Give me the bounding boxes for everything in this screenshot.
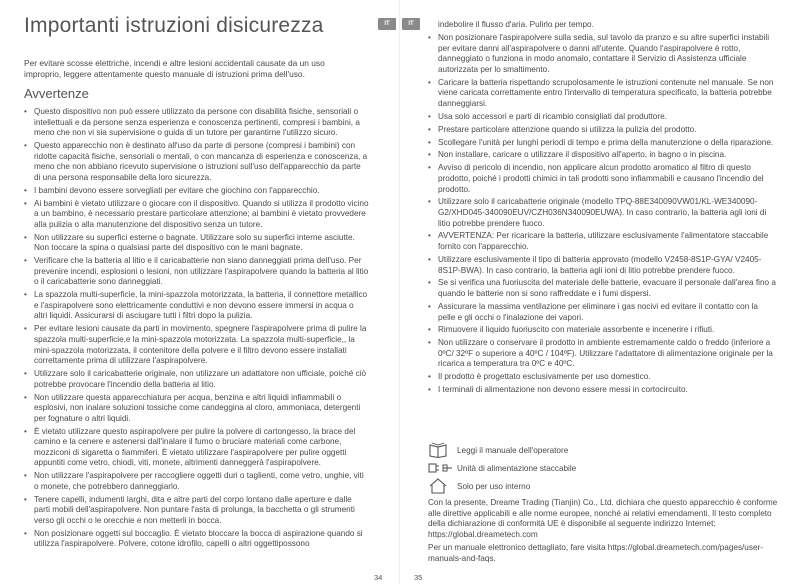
list-item: • Usa solo accessori e parti di ricambio consigliati dal produttore. [428,112,776,123]
list-item: • AVVERTENZA: Per ricaricare la batteria, utilizzare esclusivamente l'alimentatore staccabile fornito con l'apparecchio. [428,231,776,252]
legend-label: Solo per uso interno [457,482,531,491]
list-item: • Assicurare la massima ventilazione per eliminare i gas nocivi ed evitare il contatto con la pelle e gli occhi o l'inalazione dei vapori. [428,302,776,323]
symbols-legend [428,442,778,496]
list-item: • Prestare particolare attenzione quando si utilizza la pulizia del prodotto. [428,125,776,136]
page-number: 34 [374,573,383,582]
continuation-text: indebolire il flusso d'aria. Pulirlo per tempo. [438,20,594,29]
intro-paragraph: Per evitare scosse elettriche, incendi e altre lesioni accidentali causate da un uso improprio, leggere attentamente questo manuale di istruzioni prima dell'uso. [24,58,325,79]
list-item: • Scollegare l'unità per lunghi periodi di tempo e prima della manutenzione o della riparazione. [428,138,776,149]
page-number: 35 [414,573,423,582]
legend-label: Unità di alimentazione staccabile [457,464,577,473]
language-tab: IT [378,18,396,30]
list-item: • Ai bambini è vietato utilizzare o giocare con il dispositivo. Quando si utilizza il prodotto vicino a un bambino, è necessario prestare particolare attenzione; ai bambini è vietato provvedere alla pulizia o alla manutenzione del dispositivo senza un tutore. [24,199,369,231]
book-icon [428,442,448,458]
list-item: • Utilizzare esclusivamente il tipo di batteria approvato (modello V2458-8S1P-GYA/ V2405-8S1P-BWA). In caso contrario, la batteria agli ioni di litio potrebbe prendere fuoco. [428,255,776,276]
list-item: • Rimuovere il liquido fuoriuscito con materiale assorbente e incenerire i rifiuti. [428,325,776,336]
list-item: • Questo apparecchio non è destinato all'uso da parte di persone (compresi i bambini) con ridotte capacità fisiche, sensoriali o mentali, o con mancanza di esperienza e conoscenza, a meno che non abbiano ricevuto supervisione o istruzioni sull'uso dell'apparecchio da parte di una persona responsabile della loro sicurezza. [24,141,369,183]
list-item: • Questo dispositivo non può essere utilizzato da persone con disabilità fisiche, sensoriali o intellettuali e da persone senza esperienza e conoscenza pertinenti, compresi i bambini, a meno che non vi sia supervisione o guida di un tutore per garantirne l'utilizzo sicuro. [24,107,369,139]
list-item: • È vietato utilizzare questo aspirapolvere per pulire la polvere di cartongesso, la brace del camino e la cenere e astenersi dall'inalare il fumo o bruciare materiali come carbone, mozziconi di sigaretta o fiammiferi. È vietato utilizzare l'aspirapolvere per pulire oggetti appuntiti come vetro, chiodi, viti, monete, altrimenti danneggerà l'aspirapolvere. [24,427,369,469]
list-item: • Non posizionare l'aspirapolvere sulla sedia, sul tavolo da pranzo e su altre superfici instabili per evitare danni all'aspirapolvere o danni all'utente. Quando l'aspirapolvere è rotto, danneggiato o funziona in modo anomalo, contattare il Servizio di Assistenza ufficiale autorizzata per lo smaltimento. [428,33,776,75]
warnings-list-continued [428,33,776,398]
page-title: Importanti istruzioni disicurezza [24,14,324,37]
list-item: • I terminali di alimentazione non devono essere messi in cortocircuito. [428,385,776,396]
conformity-declaration: Con la presente, Dreame Trading (Tianjin) Co., Ltd. dichiara che questo apparecchio è conforme alle direttive applicabili e alle norme europee, nonché ai relativi emendamenti. Il testo completo della dichiarazione di conformità UE è disponibile al seguente indirizzo Internet: https://global.dreametech.com [428,498,778,539]
legend-row-power-unit [428,460,778,478]
legend-row-manual [428,442,778,460]
list-item: • Avviso di pericolo di incendio, non applicare alcun prodotto aromatico al filtro di questo prodotto, poiché i prodotti chimici in tali prodotti sono infiammabili e causano l'incendio del prodotto. [428,163,776,195]
house-icon [428,478,448,494]
detachable-power-icon [428,460,454,476]
language-tab: IT [402,18,420,30]
list-item: • I bambini devono essere sorvegliati per evitare che giochino con l'apparecchio. [24,186,369,197]
list-item: • Non posizionare oggetti sul boccaglio. È vietato bloccare la bocca di aspirazione quando si utilizza l'aspirapolvere. Polvere, cotone idrofilo, capelli o altri oggettipossono [24,529,369,550]
list-item: • Non utilizzare o conservare il prodotto in ambiente estremamente caldo o freddo (inferiore a 0ºC/ 32ºF o superiore a 40ºC / 104ºF). Utilizzare l'adattatore di alimentazione originale per la ricarica a temperatura tra 0ºC e 40ºC. [428,338,776,370]
list-item: • Se si verifica una fuoriuscita del materiale delle batterie, evacuare il personale dall'area fino a quando le batterie non si sono raffreddate e i fumi dispersi. [428,278,776,299]
list-item: • Utilizzare solo il caricabatterie originale, non utilizzare un adattatore non ufficiale, poiché ciò potrebbe provocare l'incendio della batteria al litio. [24,369,369,390]
list-item: • Non utilizzare l'aspirapolvere per raccogliere oggetti duri o taglienti, come vetro, unghie, viti o monete, che potrebbero danneggiarlo. [24,471,369,492]
legend-row-indoor [428,478,778,496]
list-item: • Non installare, caricare o utilizzare il dispositivo all'aperto, in bagno o in piscina. [428,150,776,161]
electronic-manual-note: Per un manuale elettronico dettagliato, fare visita https://global.dreametech.com/pages/user-manuals-and-faqs. [428,543,763,563]
list-item: • La spazzola multi-superficie, la mini-spazzola motorizzata, la batteria, il connettore metallico e l'aspirapolvere sono elettricamente conduttivi e non devono essere immersi in acqua o altri liquidi. Assicurarsi di asciugare tutti i filtri dopo la pulizia. [24,290,369,322]
warnings-list [24,107,369,552]
list-item: • Non utilizzare su superfici esterne o bagnate. Utilizzare solo su superfici interne asciutte. Non toccare la spina o qualsiasi parte del dispositivo con le mani bagnate. [24,233,369,254]
list-item: • Verificare che la batteria al litio e il caricabatterie non siano danneggiati prima dell'uso. Per prevenire incendi, esplosioni o lesioni, non utilizzare l'aspirapolvere quando la batteria al litio o il caricabatterie sono danneggiati. [24,256,369,288]
list-item: • Per evitare lesioni causate da parti in movimento, spegnere l'aspirapolvere prima di pulire la spazzola multi-superficie,e la mini-spazzola motorizzata. La spazzola multi-superficie,, la mini-spazzola motorizzata, il contenitore della polvere e il filtro devono essere installati correttamente prima di utilizzare l'aspirapolvere. [24,324,369,366]
legend-label: Leggi il manuale dell'operatore [457,446,569,455]
list-item: • Utilizzare solo il caricabatterie originale (modello TPQ-88E340090VW01/KL-WE340090-G2/XHD045-340090EUV/CZH036N340090EUWA). In caso contrario, la batteria agli ioni di litio potrebbe prendere fuoco. [428,197,776,229]
list-item: • Il prodotto è progettato esclusivamente per uso domestico. [428,372,776,383]
list-item: • Caricare la batteria rispettando scrupolosamente le istruzioni contenute nel manuale. Se non viene caricata correttamente entro l'intervallo di temperatura specificato, la batteria potrebbe danneggiarsi. [428,78,776,110]
list-item: • Tenere capelli, indumenti larghi, dita e altre parti del corpo lontano dalle aperture e dalle parti mobili dell'aspirapolvere. Non puntare l'asta di prolunga, la bacchetta o gli strumenti verso gli occhi o le orecchie e non metterli in bocca. [24,495,369,527]
section-title-warnings: Avvertenze [24,86,89,101]
list-item: • Non utilizzare questa apparecchiatura per acqua, benzina e altri liquidi infiammabili o esplosivi, non inalare soluzioni tossiche come candeggina al cloro, ammoniaca, detergenti per fognature o altri liquidi. [24,393,369,425]
